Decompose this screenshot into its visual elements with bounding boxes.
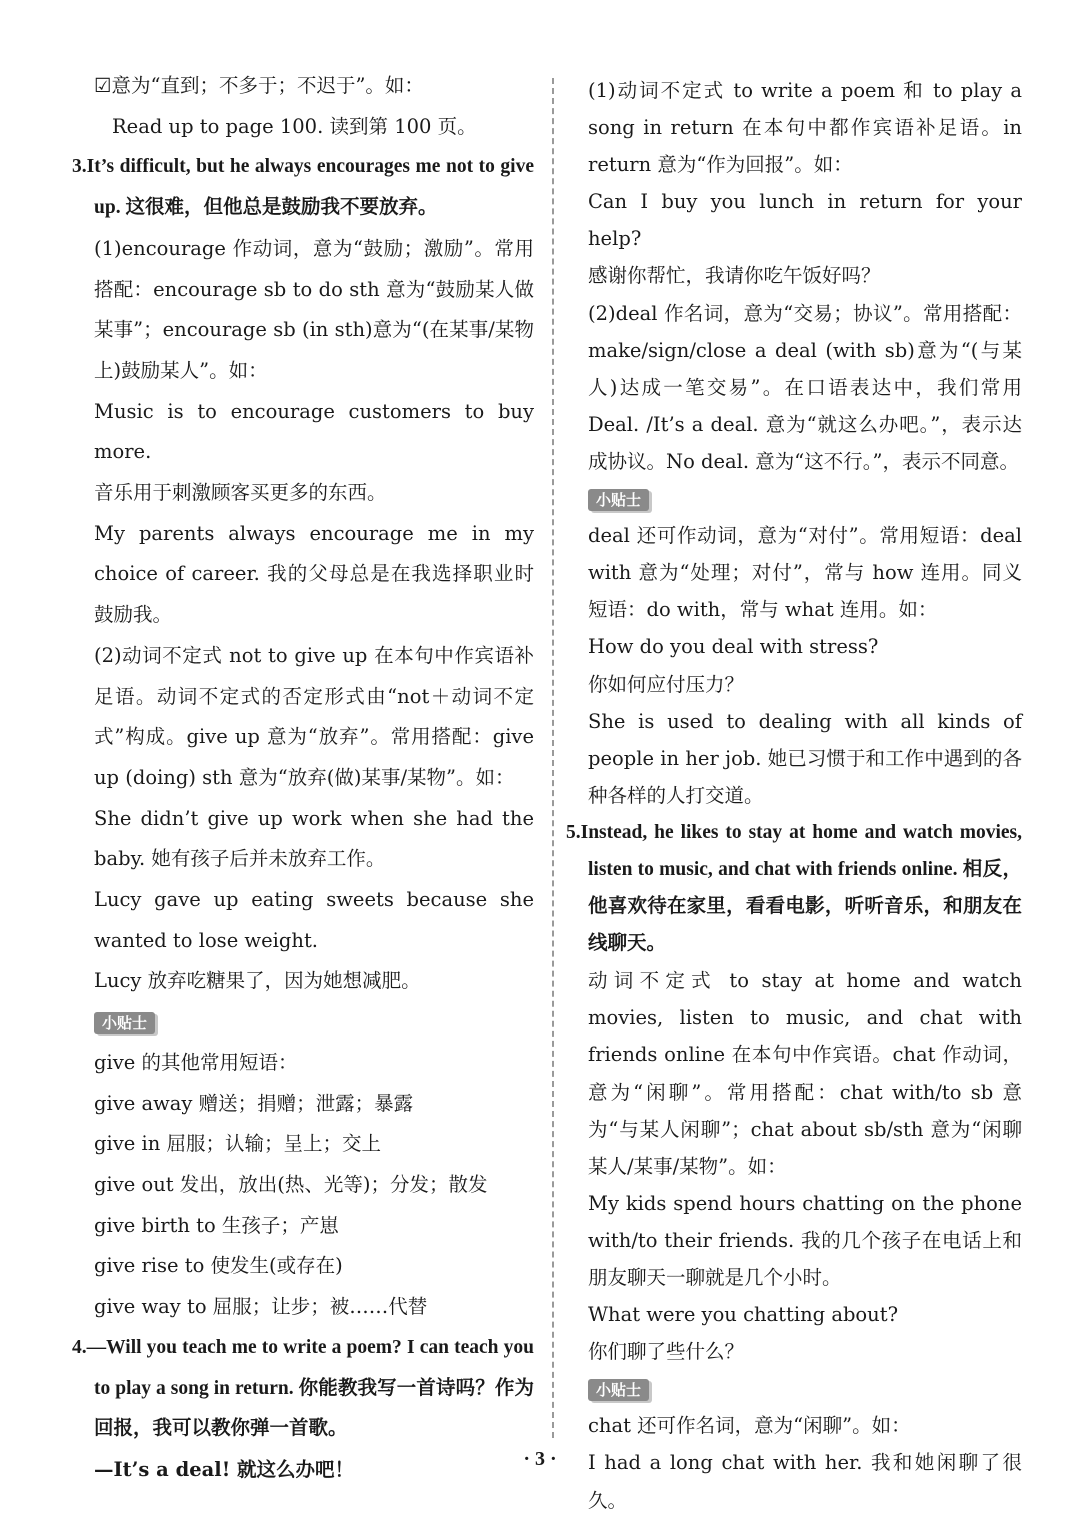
tip-badge-2: 小贴士 xyxy=(588,489,649,511)
section-5-sentence: Instead, he likes to stay at home and watch movies, listen to music, and chat with friends online. 相反，他喜欢待在家里，看看电影，听听音乐，和朋友在线聊天。 xyxy=(580,821,1022,955)
section-5-title xyxy=(566,814,1022,962)
tip-line-1: give 的其他常用短语： xyxy=(94,1050,298,1074)
example-7-translation: 你们聊了些什么？ xyxy=(588,1340,745,1364)
example-1: Music is to encourage customers to buy more. xyxy=(94,399,534,464)
tip2-line-4: She is used to dealing with all kinds of people in her job. 她已习惯于和工作中遇到的各种各样的人打交道。 xyxy=(588,709,1022,807)
tip-line-2: give away 赠送；捐赠；泄露；暴露 xyxy=(94,1091,414,1115)
tip2-line-2: How do you deal with stress? xyxy=(588,635,879,659)
page-number: · 3 · xyxy=(523,1448,557,1470)
example-1-translation: 音乐用于刺激顾客买更多的东西。 xyxy=(94,481,387,505)
section-3-title xyxy=(72,147,534,228)
left-column xyxy=(72,66,534,1491)
tip3-line-2: I had a long chat with her. 我和她闲聊了很久。 xyxy=(588,1451,1022,1512)
tip-line-5: give birth to 生孩子；产崽 xyxy=(94,1213,339,1237)
section-3-para-1: (1)encourage 作动词，意为“鼓励；激励”。常用搭配：encourage sb to do sth 意为“鼓励某人做某事”；encourage sb (in sth)意为“(在某事/某物上)鼓励某人”。如： xyxy=(94,236,534,382)
tip3-line-1: chat 还可作名词，意为“闲聊”。如： xyxy=(588,1414,911,1438)
tip-line-4: give out 发出，放出(热、光等)；分发；散发 xyxy=(94,1172,488,1196)
section-4-reply: —It’s a deal! 就这么办吧！ xyxy=(94,1457,355,1481)
tip-line-6: give rise to 使发生(或存在) xyxy=(94,1254,343,1278)
right-column xyxy=(566,72,1022,1519)
tip-line-7: give way to 屈服；让步；被……代替 xyxy=(94,1295,428,1319)
section-4-sentence: —Will you teach me to write a poem? I can teach you to play a song in return. 你能教我写一首诗吗？作为回报，我可以教你弹一首歌。 xyxy=(86,1336,534,1440)
section-4-title xyxy=(72,1328,534,1450)
left-line-2: Read up to page 100. 读到第 100 页。 xyxy=(112,114,477,138)
section-3-para-2: (2)动词不定式 not to give up 在本句中作宾语补足语。动词不定式的否定形式由“not＋动词不定式”构成。give up 意为“放弃”。常用搭配：give up (doing) sth 意为“放弃(做)某事/某物”。如： xyxy=(94,643,534,789)
example-7: What were you chatting about? xyxy=(588,1303,899,1327)
section-3-number: 3. xyxy=(72,156,87,178)
section-4-para-1: (1)动词不定式 to write a poem 和 to play a song in return 在本句中都作宾语补足语。in return 意为“作为回报”。如： xyxy=(588,79,1022,177)
left-line-1: ☑意为“直到；不多于；不迟于”。如： xyxy=(94,74,424,97)
column-divider xyxy=(552,78,554,1438)
example-5-translation: 感谢你帮忙，我请你吃午饭好吗？ xyxy=(588,264,881,288)
example-4-translation: Lucy 放弃吃糖果了，因为她想减肥。 xyxy=(94,969,421,993)
tip2-line-3: 你如何应付压力？ xyxy=(588,672,745,696)
tip-badge-3: 小贴士 xyxy=(588,1379,649,1401)
section-3-sentence: It’s difficult, but he always encourages me not to give up. 这很难，但他总是鼓励我不要放弃。 xyxy=(86,156,534,219)
tip-badge: 小贴士 xyxy=(94,1012,155,1034)
section-4-number: 4. xyxy=(72,1336,87,1358)
section-5-number: 5. xyxy=(566,821,581,843)
example-3: She didn’t give up work when she had the baby. 她有孩子后并未放弃工作。 xyxy=(94,806,534,871)
tip2-line-1: deal 还可作动词，意为“对付”。常用短语：deal with 意为“处理；对付”，常与 how 连用。同义短语：do with，常与 what 连用。如： xyxy=(588,524,1022,622)
tip-line-3: give in 屈服；认输；呈上；交上 xyxy=(94,1132,381,1156)
example-4: Lucy gave up eating sweets because she wanted to lose weight. xyxy=(94,888,534,952)
example-6: My kids spend hours chatting on the phone with/to their friends. 我的几个孩子在电话上和朋友聊天一聊就是几个小时。 xyxy=(588,1191,1022,1289)
example-5: Can I buy you lunch in return for your help? xyxy=(588,190,1022,251)
section-4-para-2: (2)deal 作名词，意为“交易；协议”。常用搭配：make/sign/close a deal (with sb)意为“(与某人)达成一笔交易”。在口语表达中，我们常用 Deal. /It’s a deal. 意为“就这么办吧。”，表示达成协议。No deal. 意为“这不行。”，表示不同意。 xyxy=(588,301,1022,473)
section-5-para: 动词不定式 to stay at home and watch movies, listen to music, and chat with friends online 在本句中作宾语。chat 作动词，意为“闲聊”。常用搭配：chat with/to sb 意为“与某人闲聊”；chat about sb/sth 意为“闲聊某人/某事/某物”。如： xyxy=(588,969,1022,1178)
example-2: My parents always encourage me in my choice of career. 我的父母总是在我选择职业时鼓励我。 xyxy=(94,521,534,627)
